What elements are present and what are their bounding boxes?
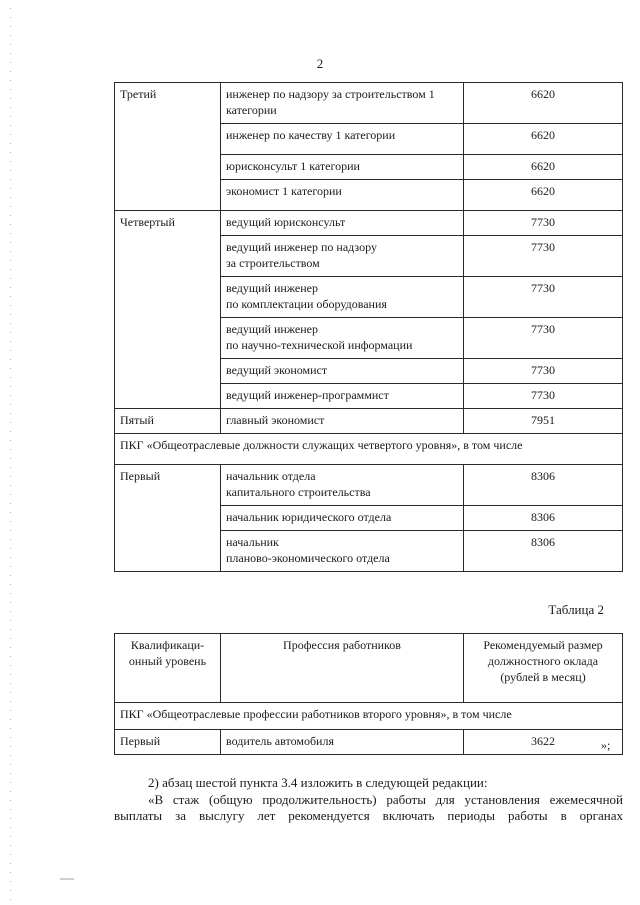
- table-row: [115, 465, 623, 506]
- position-cell: [221, 318, 464, 359]
- group-header-row: [115, 434, 623, 465]
- table-row: [115, 236, 623, 277]
- header-cell-profession: Профессия работников: [221, 634, 464, 703]
- position-cell: юрисконсульт 1 категории: [221, 155, 464, 180]
- group-header-cell: ПКГ «Общеотраслевые должности служащих четвертого уровня», в том числе: [115, 434, 623, 465]
- level-cell: Пятый: [115, 409, 221, 434]
- paragraph: 2) абзац шестой пункта 3.4 изложить в следующей редакции:: [148, 775, 488, 790]
- header-line: должностного оклада: [487, 654, 599, 668]
- salary-cell: 7730: [464, 359, 623, 384]
- position-cell: инженер по качеству 1 категории: [221, 124, 464, 155]
- table-row: [115, 384, 623, 409]
- group-header-cell: ПКГ «Общеотраслевые профессии работников второго уровня», в том числе: [115, 703, 623, 730]
- salary-cell: 7730: [464, 277, 623, 318]
- salary-cell: 8306: [464, 465, 623, 506]
- salary-table-2: [114, 633, 623, 755]
- position-line: по комплектации оборудования: [226, 297, 387, 311]
- salary-cell: 7730: [464, 211, 623, 236]
- header-row: [115, 634, 623, 703]
- salary-cell: 7730: [464, 318, 623, 359]
- header-line: онный уровень: [128, 654, 207, 668]
- position-line: планово-экономического отдела: [226, 551, 390, 565]
- position-cell: ведущий юрисконсульт: [221, 211, 464, 236]
- position-cell: ведущий инженер-программист: [221, 384, 464, 409]
- level-cell: Первый: [115, 730, 221, 755]
- position-cell: [221, 465, 464, 506]
- table-row: [115, 180, 623, 211]
- table-row: [115, 531, 623, 572]
- position-line: начальник отдела: [226, 469, 316, 483]
- level-cell: [115, 236, 221, 277]
- position-line: капитального строительства: [226, 485, 371, 499]
- position-line: ведущий инженер: [226, 322, 319, 336]
- table-row: [115, 506, 623, 531]
- level-cell: Первый: [115, 465, 221, 506]
- level-cell: [115, 124, 221, 155]
- level-cell: [115, 155, 221, 180]
- level-cell: Третий: [115, 83, 221, 124]
- table-row: [115, 359, 623, 384]
- level-cell: [115, 318, 221, 359]
- level-cell: [115, 359, 221, 384]
- position-cell: экономист 1 категории: [221, 180, 464, 211]
- position-cell: инженер по надзору за строительством 1 категории: [221, 83, 464, 124]
- table-row: [115, 409, 623, 434]
- salary-cell: 8306: [464, 531, 623, 572]
- position-line: ведущий инженер по надзору: [226, 240, 377, 254]
- group-header-row: [115, 703, 623, 730]
- table-row: [115, 83, 623, 124]
- position-cell: [221, 531, 464, 572]
- salary-cell: 7730: [464, 236, 623, 277]
- paragraph: «В стаж (общую продолжительность) работы для установления ежемесячной: [148, 792, 623, 807]
- position-line: за строительством: [226, 256, 320, 270]
- salary-cell: 6620: [464, 155, 623, 180]
- position-cell: водитель автомобиля: [221, 730, 464, 755]
- table-row: [115, 211, 623, 236]
- page-number: 2: [316, 56, 324, 71]
- position-line: ведущий инженер: [226, 281, 319, 295]
- position-line: начальник: [226, 535, 279, 549]
- salary-cell: 6620: [464, 124, 623, 155]
- salary-cell: 6620: [464, 83, 623, 124]
- scan-margin-dots: [10, 0, 11, 905]
- header-line: Рекомендуемый размер: [483, 638, 603, 652]
- closing-quote-mark: »;: [601, 738, 611, 752]
- level-cell: [115, 506, 221, 531]
- salary-cell: 8306: [464, 506, 623, 531]
- table-row: [115, 155, 623, 180]
- level-cell: [115, 531, 221, 572]
- position-cell: ведущий экономист: [221, 359, 464, 384]
- level-cell: [115, 384, 221, 409]
- table-caption: Таблица 2: [548, 602, 604, 617]
- salary-cell: 7730: [464, 384, 623, 409]
- header-line: (рублей в месяц): [500, 670, 586, 684]
- table-row: [115, 730, 623, 755]
- salary-cell: 6620: [464, 180, 623, 211]
- salary-cell: 3622: [464, 730, 623, 755]
- table-row: [115, 318, 623, 359]
- salary-cell: 7951: [464, 409, 623, 434]
- table-row: [115, 124, 623, 155]
- position-line: по научно-технической информации: [226, 338, 413, 352]
- level-cell: Четвертый: [115, 211, 221, 236]
- header-line: Квалификаци-: [130, 638, 205, 652]
- paragraph: выплаты за выслугу лет рекомендуется включать периоды работы в органах: [114, 808, 623, 823]
- level-cell: [115, 277, 221, 318]
- position-cell: [221, 236, 464, 277]
- table-row: [115, 277, 623, 318]
- header-cell-salary: [464, 634, 623, 703]
- header-cell-level: [115, 634, 221, 703]
- position-cell: начальник юридического отдела: [221, 506, 464, 531]
- level-cell: [115, 180, 221, 211]
- salary-table-1: [114, 82, 623, 572]
- position-cell: главный экономист: [221, 409, 464, 434]
- scan-speck: [60, 878, 74, 880]
- position-cell: [221, 277, 464, 318]
